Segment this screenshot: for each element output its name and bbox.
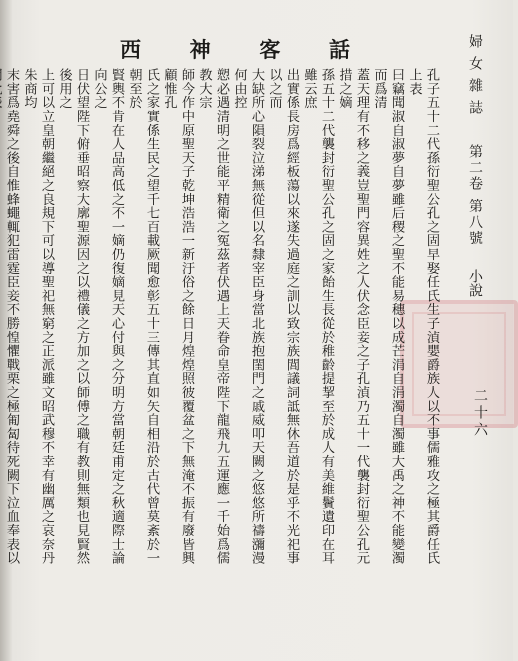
section-label: 小說 bbox=[467, 269, 483, 298]
text-column: 日伏望陛下俯垂昭察大廓聖源因之以禮儀之方加之以師傅之職有教則無類也見賢然後用之 bbox=[56, 68, 89, 565]
text-column: 上可以立皇朝繼絕之良規下可以導聖祀無窮之正派雖文昭武穆不幸有幽厲之哀奈丹朱商均 bbox=[21, 68, 54, 565]
title-char: 客 bbox=[259, 37, 281, 62]
text-column: 出實係長房爲經板蕩以來遂失過庭之訓以致宗族閭議詞詆無休吾道於是乎不光祀事以之而 bbox=[266, 68, 299, 565]
title-char: 話 bbox=[328, 37, 350, 62]
article-title bbox=[120, 34, 350, 64]
text-column: 師今作中原聖天子乾坤浩浩一新汙俗之餘日月煌煌照彼覆盆之下無淹不振有廢皆興顧惟孔 bbox=[161, 68, 194, 565]
text-column: 賢輿不肯在人品高低之不一嫡仍復嫡見天心付與之分明方當朝廷甫定之秋適際士論向公之 bbox=[91, 68, 124, 565]
text-column: 大缺所心隕裂泣涕無從但以名隸宰臣身當北族抱閨門之戚威叩天闕之悠悠所禱瀰漫何由控 bbox=[231, 68, 264, 565]
text-column: 曰竊聞淑自淑夢自夢雖后稷之聖不能易穗以成芒涓自涓濁自濁雖大禹之神不能變濁而爲清 bbox=[371, 68, 404, 565]
text-column: 孫五十二代襲封衍聖公孔之固之家飴生長從於稚齡提挈至於成人有美維鬢遺印在耳雖云庶 bbox=[301, 68, 334, 565]
running-header bbox=[466, 34, 484, 314]
text-column: 孔子五十二代孫衍聖公孔之固早娶任氏生子湞嬰爵族人以不事儒雅攻之極其爵任氏上表 bbox=[406, 68, 439, 565]
article-body bbox=[4, 68, 440, 568]
text-column: 氏之家實係生民之望千七百載厥聞愈彰五十三傳其直如矢自相沿於古代曾莫紊於一朝至於 bbox=[126, 68, 159, 565]
issue-number: 第二卷 第八號 bbox=[467, 144, 483, 247]
title-char: 西 bbox=[120, 37, 141, 62]
journal-name: 婦女雜誌 bbox=[467, 34, 483, 122]
text-column: 末害爲堯舜之後自惟蜂蠅輒犯雷霆臣妾不勝惶懼戰栗之極匍匐待死闕下泣血奉表以 bbox=[4, 68, 19, 565]
text-column: 蓋天理有不移之義豈聖門容異姓之人伏念臣妾之子孔湞乃五十一代襲封衍聖公孔元措之嫡 bbox=[336, 68, 369, 565]
title-char: 神 bbox=[189, 37, 211, 62]
text-column: 愬必遇清明之世能平精衛之冤茲者伏遇上天眷命皇帝陛下龍飛九五運應一千始爲儒教大宗 bbox=[196, 68, 229, 565]
page-number: 二十六 bbox=[472, 388, 488, 439]
